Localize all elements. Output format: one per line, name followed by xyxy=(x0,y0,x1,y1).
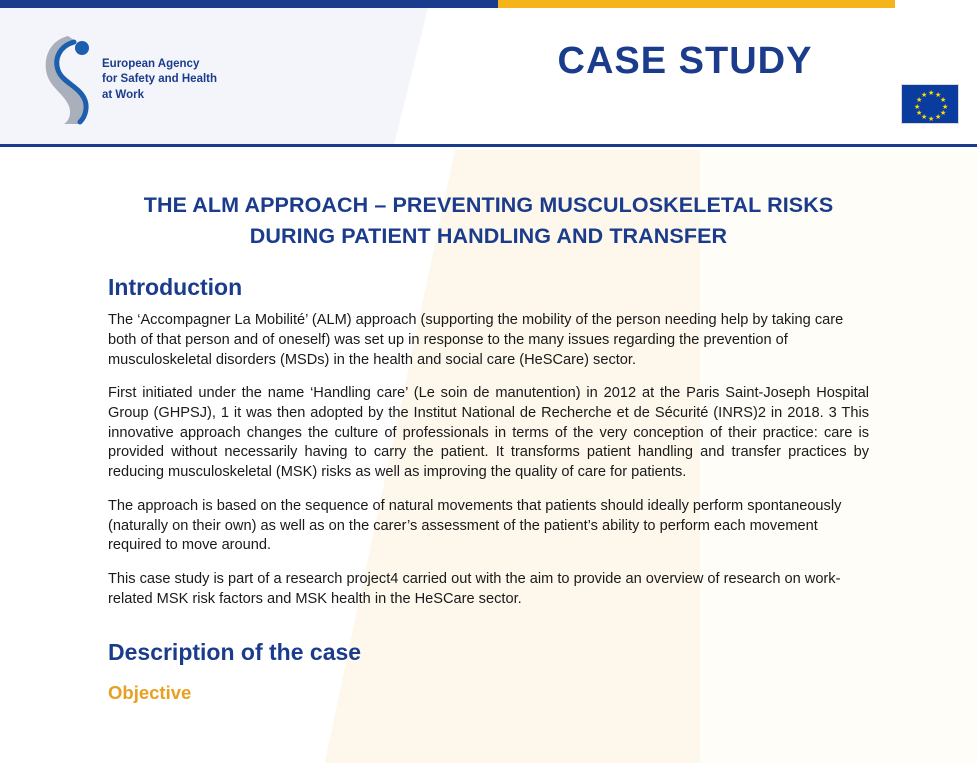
osha-emblem-icon xyxy=(38,34,96,126)
paragraph: First initiated under the name ‘Handling care’ (Le soin de manutention) in 2012 at the Paris Saint-Joseph Hospital Group (GHPSJ), 1 it was then adopted by the Institut National de Recherche et de Sécurité (INRS)2 in 2018. 3 This innovative approach changes the culture of professionals in terms of the very conception of their practice: care is provided without necessarily having to carry the patient. It transforms patient handling and transfer practices by reducing musculoskeletal (MSK) risks as well as improving the quality of care for patients. xyxy=(108,385,869,481)
banner-title: CASE STUDY xyxy=(557,40,813,82)
document-content xyxy=(0,150,977,704)
header-strip-yellow xyxy=(498,0,898,8)
eu-osha-logo xyxy=(38,30,268,130)
header-strip-blue xyxy=(0,0,500,8)
section-heading-introduction: Introduction xyxy=(108,274,243,301)
paragraph: This case study is part of a research project4 carried out with the aim to provide an overview of research on work-related MSK risk factors and MSK health in the HeSCare sector. xyxy=(108,570,841,607)
section-heading-description-of-the-case: Description of the case xyxy=(108,639,362,666)
logo-line-2: for Safety and Health xyxy=(102,73,218,86)
subsection-heading-objective: Objective xyxy=(108,682,192,704)
page-header xyxy=(0,0,977,150)
page-title: THE ALM APPROACH – PREVENTING MUSCULOSKELETAL RISKS DURING PATIENT HANDLING AND TRANSFER xyxy=(143,193,834,249)
logo-text xyxy=(102,57,217,104)
header-bottom-rule xyxy=(0,144,977,147)
eu-flag-icon: ★ ★ ★ ★ ★ ★ ★ ★ ★ ★ ★ ★ xyxy=(901,84,959,124)
paragraph: The approach is based on the sequence of natural movements that patients should ideally perform spontaneously (naturally on their own) as well as on the carer’s assessment of the patient’s ability to perform each movement required to move around. xyxy=(108,497,842,554)
paragraph: The ‘Accompagner La Mobilité’ (ALM) approach (supporting the mobility of the person needing help by taking care both of that person and of oneself) was set up in response to the many issues regarding the prevention of musculoskeletal disorders (MSDs) in the health and social care (HeSCare) sector. xyxy=(108,312,844,368)
logo-line-1: European Agency xyxy=(102,57,200,70)
header-strip-white xyxy=(895,0,977,8)
logo-line-3: at Work xyxy=(102,88,144,101)
